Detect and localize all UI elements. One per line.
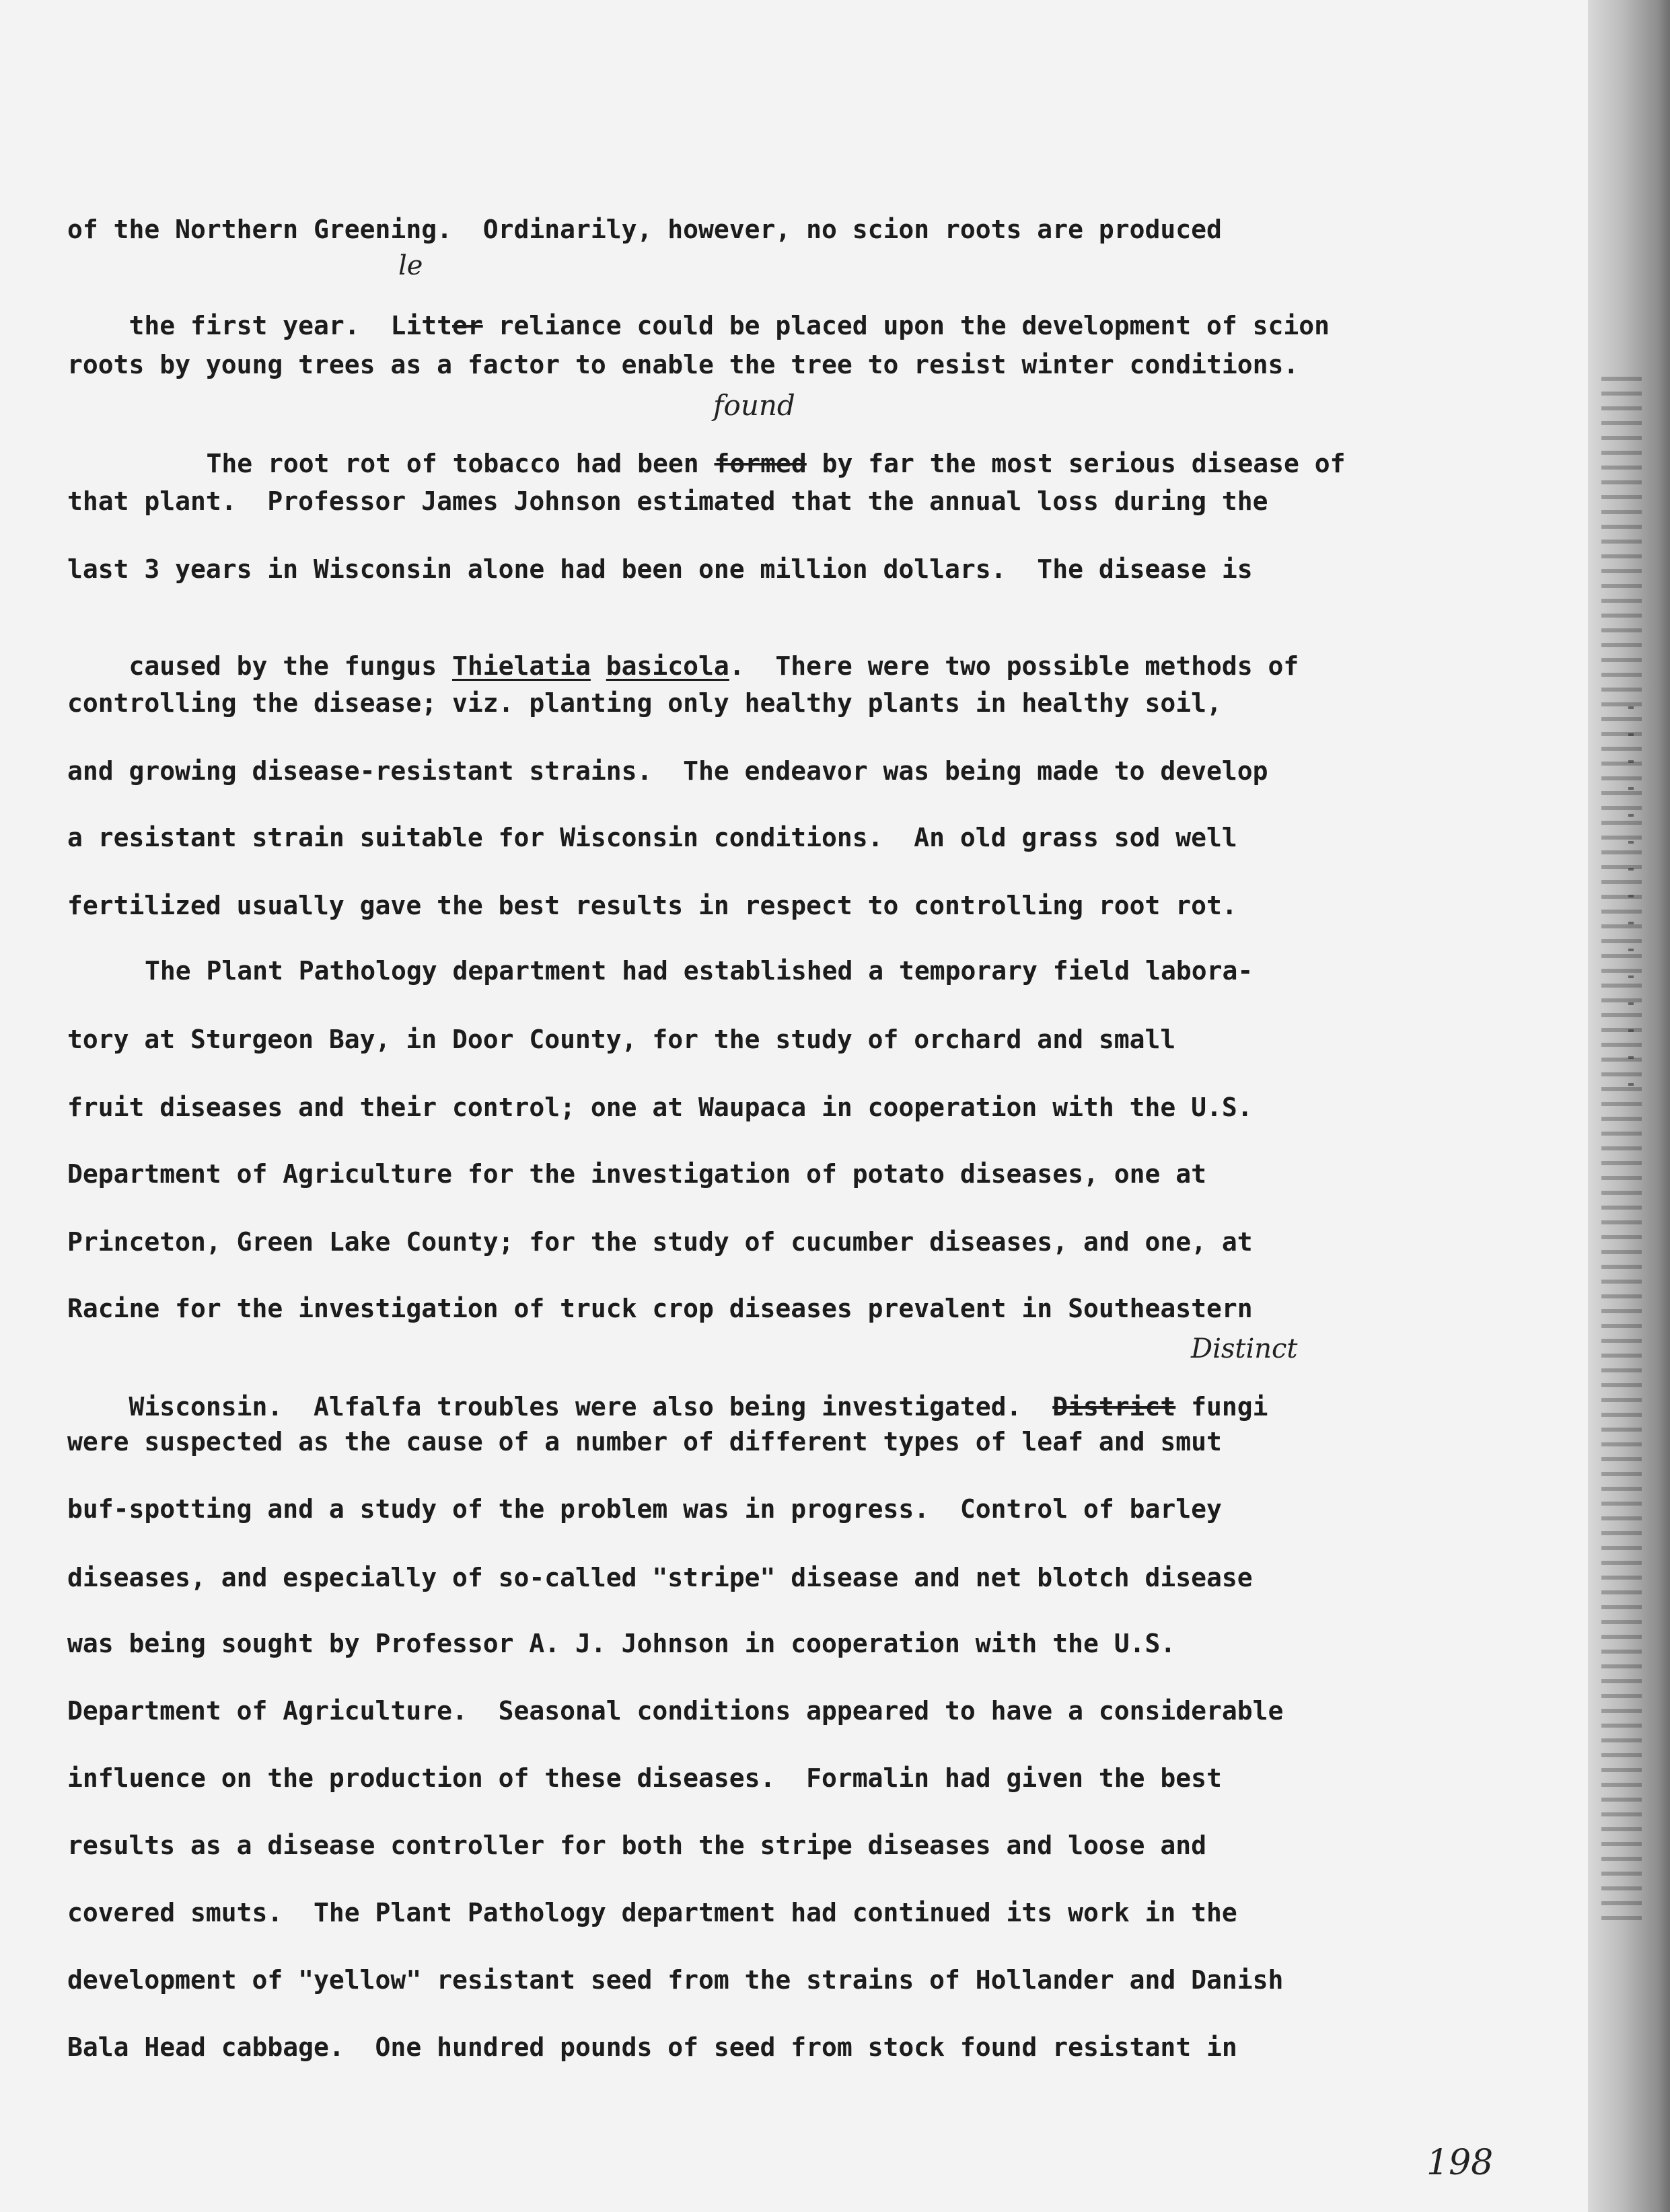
text-line: fertilized usually gave the best results in respect to controlling root rot. bbox=[67, 891, 1237, 920]
text-line: Department of Agriculture. Seasonal conditions appeared to have a considerable bbox=[67, 1696, 1284, 1726]
text-segment: by far the most serious disease of bbox=[806, 449, 1346, 478]
text-line: that plant. Professor James Johnson estimated that the annual loss during the bbox=[67, 486, 1268, 516]
text-line: tory at Sturgeon Bay, in Door County, for the study of orchard and small bbox=[67, 1025, 1176, 1054]
text-segment: the first year. Litt bbox=[129, 311, 452, 340]
text-segment: fungi bbox=[1175, 1392, 1268, 1422]
text-segment bbox=[591, 651, 606, 681]
text-line: Princeton, Green Lake County; for the study of cucumber diseases, and one, at bbox=[67, 1227, 1253, 1257]
text-line: last 3 years in Wisconsin alone had been one million dollars. The disease is bbox=[67, 554, 1253, 584]
handwritten-insertion: found bbox=[713, 389, 795, 422]
text-segment: Wisconsin. Alfalfa troubles were also being investigated. bbox=[129, 1392, 1053, 1422]
text-line: The Plant Pathology department had established a temporary field labora- bbox=[145, 956, 1254, 986]
book-edge-marks bbox=[1628, 706, 1634, 1110]
text-line: results as a disease controller for both the stripe diseases and loose and bbox=[67, 1831, 1206, 1860]
text-line: and growing disease-resistant strains. The endeavor was being made to develop bbox=[67, 756, 1268, 786]
struck-text: er bbox=[451, 311, 483, 340]
text-segment: . There were two possible methods of bbox=[729, 651, 1299, 681]
species-epithet: basicola bbox=[606, 651, 729, 681]
text-line: diseases, and especially of so-called "stripe" disease and net blotch disease bbox=[67, 1563, 1253, 1592]
text-segment: reliance could be placed upon the development of scion bbox=[482, 311, 1330, 340]
species-genus: Thielatia bbox=[451, 651, 591, 681]
text-line: Department of Agriculture for the investigation of potato diseases, one at bbox=[67, 1159, 1206, 1189]
text-segment: The root rot of tobacco had been bbox=[206, 449, 715, 478]
text-line: fruit diseases and their control; one at Waupaca in cooperation with the U.S. bbox=[67, 1093, 1253, 1122]
page-number: 198 bbox=[1426, 2143, 1494, 2183]
text-line: a resistant strain suitable for Wisconsin conditions. An old grass sod well bbox=[67, 823, 1237, 852]
text-segment: caused by the fungus bbox=[129, 651, 452, 681]
text-line: was being sought by Professor A. J. Johnson in cooperation with the U.S. bbox=[67, 1629, 1176, 1658]
text-line: Bala Head cabbage. One hundred pounds of seed from stock found resistant in bbox=[67, 2032, 1237, 2062]
struck-text: District bbox=[1052, 1392, 1176, 1422]
text-line: Racine for the investigation of truck crop diseases prevalent in Southeastern bbox=[67, 1294, 1253, 1323]
text-line: roots by young trees as a factor to enable the tree to resist winter conditions. bbox=[67, 350, 1299, 379]
text-line: were suspected as the cause of a number of different types of leaf and smut bbox=[67, 1427, 1222, 1457]
text-line: buf-spotting and a study of the problem was in progress. Control of barley bbox=[67, 1494, 1222, 1524]
handwritten-insertion: Distinct bbox=[1191, 1333, 1298, 1364]
text-line: development of "yellow" resistant seed from the strains of Hollander and Danish bbox=[67, 1965, 1284, 1995]
text-line: of the Northern Greening. Ordinarily, however, no scion roots are produced bbox=[67, 215, 1222, 244]
handwritten-insertion: le bbox=[398, 250, 423, 281]
text-line: covered smuts. The Plant Pathology department had continued its work in the bbox=[67, 1898, 1237, 1927]
text-line: controlling the disease; viz. planting only healthy plants in healthy soil, bbox=[67, 688, 1222, 718]
struck-text: formed bbox=[714, 449, 807, 478]
book-edge-pages bbox=[1601, 377, 1642, 1924]
text-line: influence on the production of these diseases. Formalin had given the best bbox=[67, 1763, 1222, 1793]
